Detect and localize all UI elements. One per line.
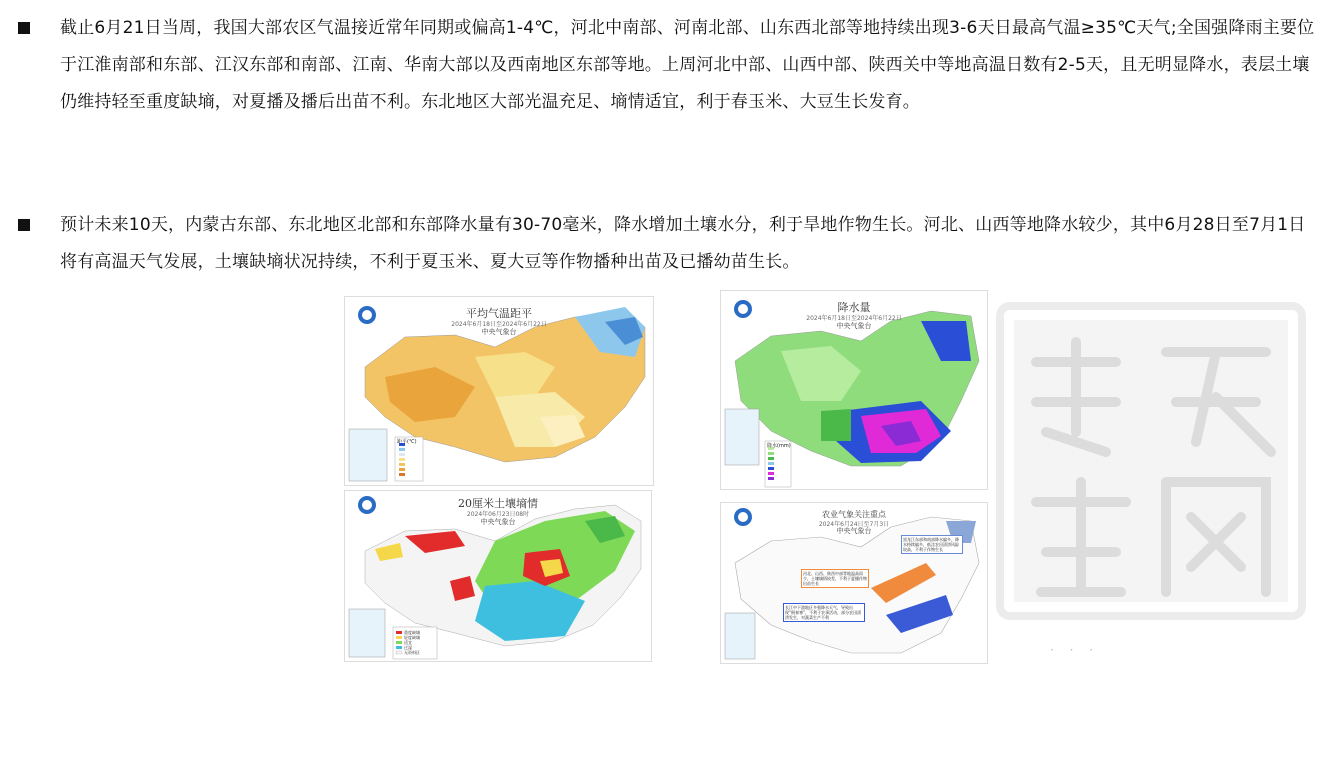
map-title: 农业气象关注重点 (822, 510, 886, 519)
paragraph-2: 预计未来10天，内蒙古东部、东北地区北部和东部降水量有30-70毫米，降水增加土壤水分，利于旱地作物生长。河北、山西等地降水较少，其中6月28日至7月1日将有高温天气发展，土壤缺墒状况持续，不利于夏玉米、夏大豆等作物播种出苗及已播幼苗生长。 (60, 215, 1306, 272)
map-org: 中央气象台 (481, 328, 517, 336)
legend-item: 重度缺墒 (404, 630, 420, 635)
note-northeast: 黑龙江东部和南部降水偏多，降水持续偏多，低洼农田渍涝风险较高，不利于作物生长 (901, 535, 963, 554)
map-subtitle: 2024年6月18日至2024年6月22日 (451, 321, 547, 328)
map-title: 降水量 (837, 301, 871, 314)
map-org: 中央气象台 (480, 518, 516, 526)
bullet-marker (18, 22, 30, 34)
map-title: 20厘米土壤墒情 (458, 497, 538, 510)
map-subtitle: 2024年6月24日至7月3日 (818, 521, 890, 528)
faint-footer-marks: · · · (1050, 643, 1100, 657)
temperature-anomaly-map (344, 296, 654, 486)
bullet-marker (18, 219, 30, 231)
paragraph-1: 截止6月21日当周，我国大部农区气温接近常年同期或偏高1-4℃，河北中南部、河南北部、山东西北部等地持续出现3-6天日最高气温≥35℃天气;全国强降雨主要位于江淮南部和东部、江汉东部和南部、江南、华南大部以及西南地区东部等地。上周河北中部、山西中部、陕西关中等地高温日数有2-5天，且无明显降水，表层土壤仍维持轻至重度缺墒，对夏播及播后出苗不利。东北地区大部光温充足、墒情适宜，利于春玉米、大豆生长发育。 (60, 18, 1315, 112)
legend-item: 无资料区 (404, 650, 420, 655)
legend-title: 距平(℃) (397, 439, 417, 445)
watermark-seal (996, 302, 1306, 620)
note-south: 长江中下游地区多强降水天气，导致出现“倒春寒”，不利于农事活动，部分农田渍涝发生，对蔬菜生产不利 (783, 603, 865, 622)
soil-legend (404, 630, 420, 655)
note-north: 河北、山西、陕西中部等地温高雨少，土壤墒情较差，不利于夏播作物出苗生长 (803, 571, 867, 586)
legend-item: 轻度缺墒 (404, 635, 420, 640)
map-org: 中央气象台 (836, 527, 872, 535)
precipitation-map (720, 290, 988, 490)
soil-moisture-map (344, 490, 652, 662)
map-org: 中央气象台 (836, 322, 872, 330)
legend-item: 适宜 (404, 640, 412, 645)
legend-item: 过湿 (404, 645, 412, 650)
agro-focus-map (720, 502, 988, 664)
legend-title: 降水(mm) (767, 443, 791, 449)
map-subtitle: 2024年06月23日08时 (466, 511, 530, 518)
map-subtitle: 2024年6月18日至2024年6月22日 (806, 315, 902, 322)
map-title: 平均气温距平 (466, 307, 532, 320)
